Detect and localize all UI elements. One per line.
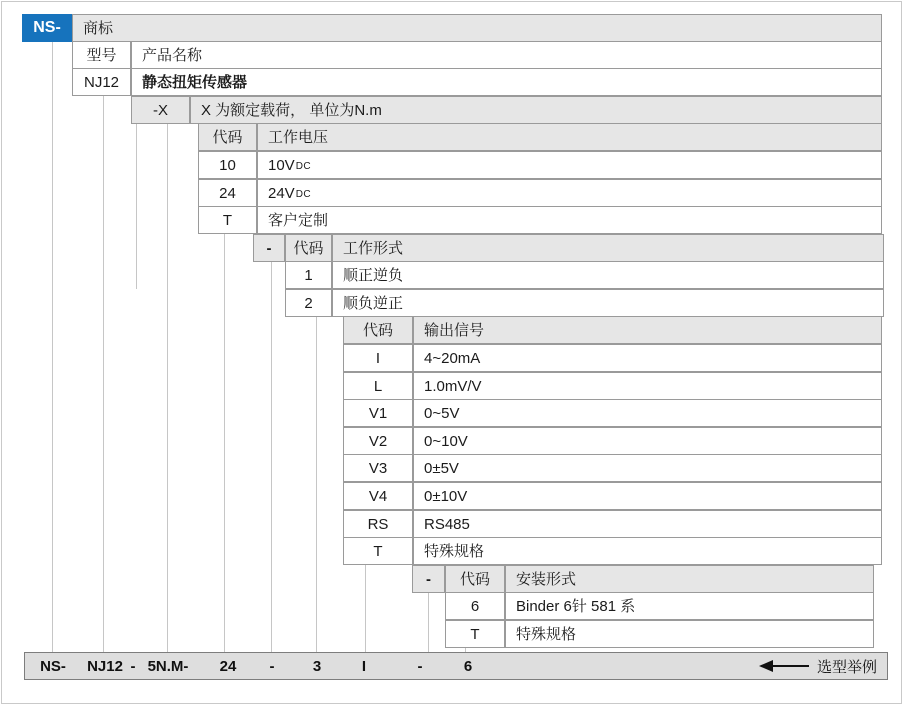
mount-row-code: T (445, 620, 505, 648)
voltage-value-header-cell: 工作电压 (257, 123, 882, 151)
example-part: 6 (463, 657, 473, 675)
voltage-value-subscript: DC (295, 189, 312, 200)
example-part: - (417, 657, 423, 675)
example-part: 24 (219, 657, 237, 675)
model-code-cell: NJ12 (72, 68, 131, 96)
signal-row-code: V3 (343, 454, 413, 482)
connector-line (167, 123, 168, 652)
connector-line (365, 565, 366, 652)
mount-row-value: 特殊规格 (505, 620, 874, 648)
connector-line (52, 42, 53, 652)
signal-row-value: 0~10V (413, 427, 882, 455)
example-part: 3 (312, 657, 322, 675)
example-part: NJ12 (87, 657, 123, 675)
voltage-row-code: 10 (198, 151, 257, 179)
mount-row-code: 6 (445, 592, 505, 620)
signal-row-value: 0±5V (413, 454, 882, 482)
voltage-value-subscript: DC (295, 161, 312, 172)
ordering-example-bar (24, 652, 888, 680)
signal-row-value: 1.0mV/V (413, 372, 882, 400)
connector-line (271, 261, 272, 652)
signal-row-value: 0±10V (413, 482, 882, 510)
signal-code-header-cell: 代码 (343, 316, 413, 344)
mode-row-code: 2 (285, 289, 332, 317)
example-legend (759, 653, 877, 679)
product-name-header-cell: 产品名称 (131, 41, 882, 69)
connector-line (316, 316, 317, 652)
voltage-row-value (257, 179, 882, 207)
mode-value-header-cell: 工作形式 (332, 234, 884, 262)
connector-line (428, 592, 429, 652)
load-desc-cell: X 为额定载荷， 单位为N.m (190, 96, 882, 124)
signal-row-value: 特殊规格 (413, 537, 882, 565)
signal-row-code: V4 (343, 482, 413, 510)
signal-row-code: V1 (343, 399, 413, 427)
example-part: 5N.M- (147, 657, 189, 675)
arrow-line (773, 665, 809, 667)
example-legend-label: 选型举例 (816, 658, 877, 676)
example-part: I (361, 657, 367, 675)
signal-row-code: V2 (343, 427, 413, 455)
voltage-row-value (257, 151, 882, 179)
left-arrow-icon (759, 660, 773, 672)
connector-line (136, 123, 137, 289)
product-name-cell: 静态扭矩传感器 (131, 68, 882, 96)
model-code-header-cell: 型号 (72, 41, 131, 69)
mount-row-value: Binder 6针 581 系 (505, 592, 874, 620)
signal-row-value: 4~20mA (413, 344, 882, 372)
signal-row-value: RS485 (413, 510, 882, 538)
mode-row-value: 顺负逆正 (332, 289, 884, 317)
load-code-cell: -X (131, 96, 190, 124)
signal-row-code: L (343, 372, 413, 400)
voltage-row-code: T (198, 206, 257, 234)
voltage-code-header-cell: 代码 (198, 123, 257, 151)
brand-label-cell: 商标 (72, 14, 882, 42)
connector-line (103, 96, 104, 652)
voltage-row-code: 24 (198, 179, 257, 207)
mode-dash-cell: - (253, 234, 285, 262)
mount-code-header-cell: 代码 (445, 565, 505, 593)
example-part: - (269, 657, 275, 675)
voltage-value-text: 客户定制 (268, 211, 329, 229)
signal-value-header-cell: 输出信号 (413, 316, 882, 344)
mount-value-header-cell: 安装形式 (505, 565, 874, 593)
connector-line (224, 234, 225, 652)
mount-dash-cell: - (412, 565, 445, 593)
signal-row-code: RS (343, 510, 413, 538)
example-part: - (130, 657, 136, 675)
example-part: NS- (40, 657, 66, 675)
voltage-row-value (257, 206, 882, 234)
mode-row-code: 1 (285, 261, 332, 289)
brand-prefix-badge: NS- (22, 14, 72, 42)
voltage-value-text: 24V (268, 184, 295, 202)
voltage-value-text: 10V (268, 156, 295, 174)
mode-row-value: 顺正逆负 (332, 261, 884, 289)
signal-row-code: I (343, 344, 413, 372)
mode-code-header-cell: 代码 (285, 234, 332, 262)
signal-row-value: 0~5V (413, 399, 882, 427)
signal-row-code: T (343, 537, 413, 565)
